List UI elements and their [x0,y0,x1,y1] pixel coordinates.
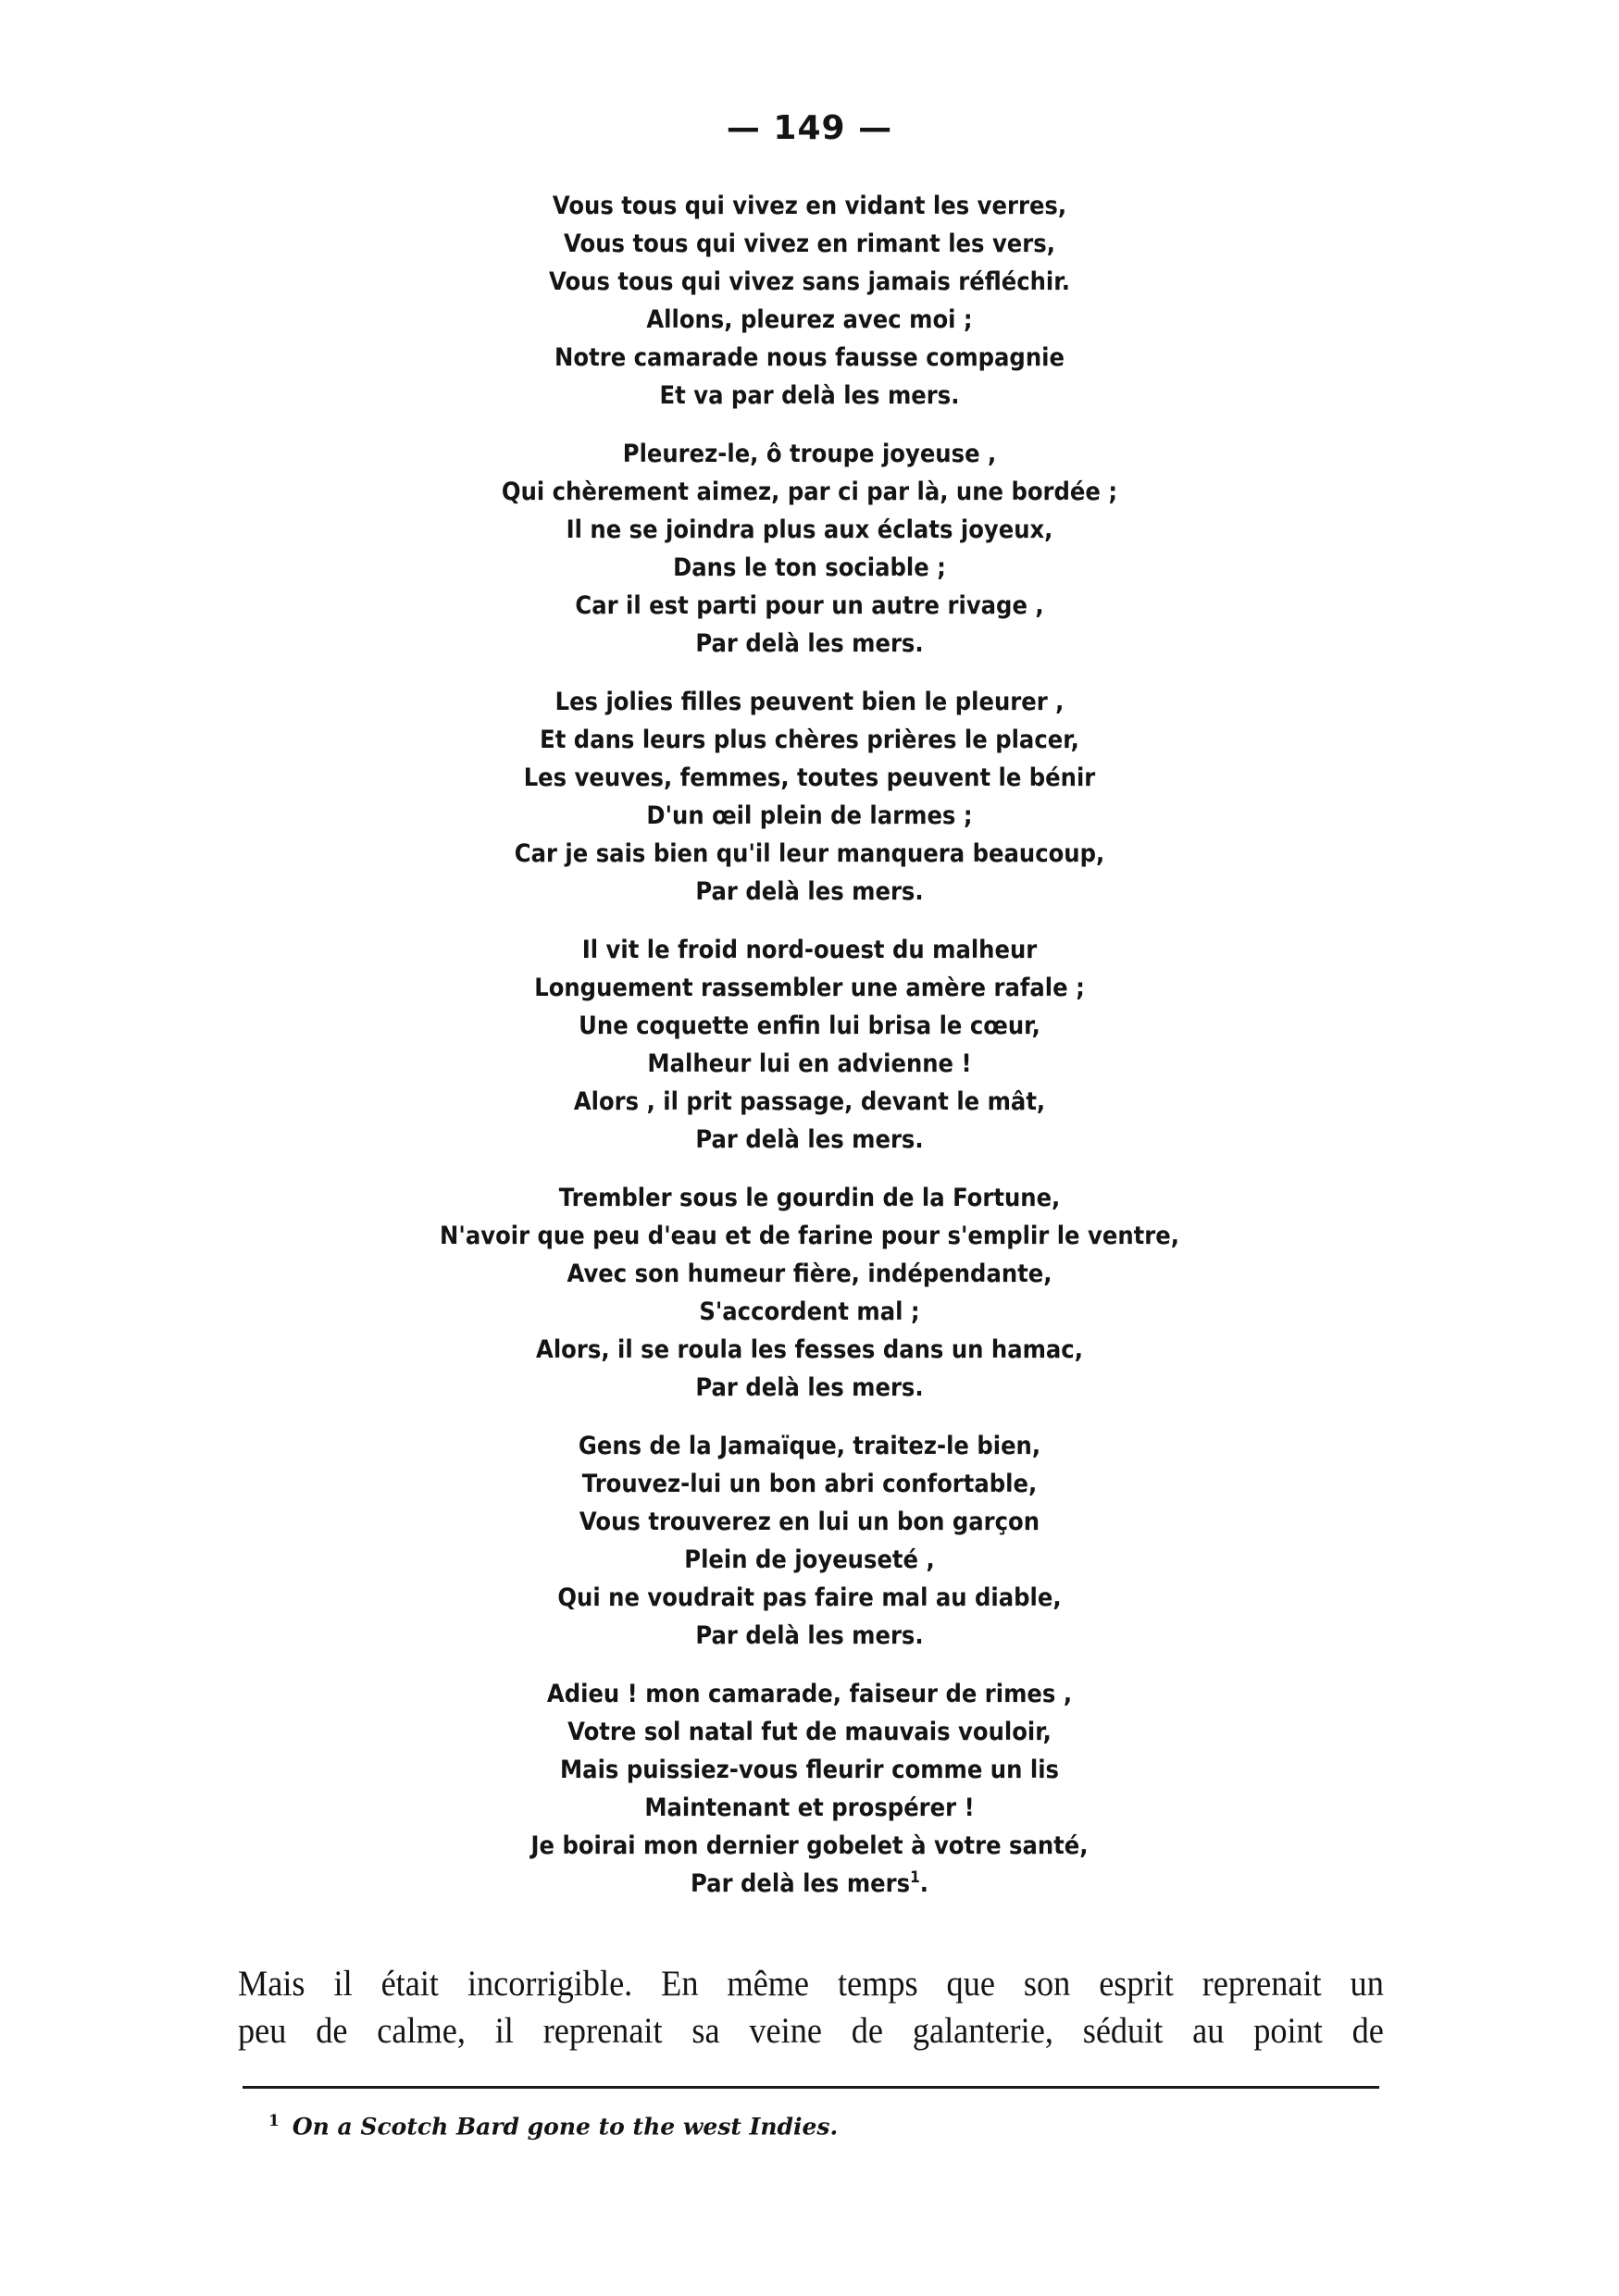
verse-line: Plein de joyeuseté , [684,1545,935,1574]
verse-line: Par delà les mers. [695,629,924,658]
stanza-3 [0,683,1619,911]
stanza-2 [0,435,1619,663]
verse-line-final-punct: . [919,1869,928,1898]
verse-line: Alors, il se roula les fesses dans un hamac, [536,1335,1083,1364]
verse-line: Car il est parti pour un autre rivage , [575,591,1044,620]
verse-line: Les jolies filles peuvent bien le pleurer , [554,688,1065,716]
verse-line-final-text: Par delà les mers [691,1869,911,1898]
stanza-7 [0,1675,1619,1903]
verse-line: Malheur lui en advienne ! [647,1049,972,1078]
verse-line: Dans le ton sociable ; [673,553,946,582]
verse-line: Mais puissiez-vous fleurir comme un lis [559,1756,1059,1784]
verse-line: Maintenant et prospérer ! [644,1793,975,1822]
verse-line: Qui chèrement aimez, par ci par là, une bordée ; [501,478,1118,506]
verse-line-final [81,1865,1538,1903]
verse-line: Gens de la Jamaïque, traitez-le bien, [578,1432,1041,1460]
verse-line: D'un œil plein de larmes ; [646,801,973,830]
stanza-6 [0,1427,1619,1655]
page-number: — 149 — [726,109,893,147]
verse-line: Vous tous qui vivez sans jamais réfléchir. [548,267,1071,296]
verse-line: Une coquette enfin lui brisa le cœur, [579,1011,1040,1040]
verse-line: Adieu ! mon camarade, faiseur de rimes , [546,1680,1073,1708]
prose-line: peu de calme, il reprenait sa veine de galanterie, séduit au point de [238,2011,1384,2051]
verse-line: Les veuves, femmes, toutes peuvent le bénir [523,763,1096,792]
stanza-5 [0,1179,1619,1407]
verse-line: Trouvez-lui un bon abri confortable, [581,1470,1038,1498]
verse-line: S'accordent mal ; [699,1297,920,1326]
verse-line: Par delà les mers. [695,1621,924,1650]
verse-line: Longuement rassembler une amère rafale ; [534,974,1085,1002]
footnote-reference[interactable]: 1 [910,1868,920,1887]
verse-line: Car je sais bien qu'il leur manquera beaucoup, [514,839,1105,868]
verse-line: N'avoir que peu d'eau et de farine pour s'emplir le ventre, [440,1222,1179,1250]
verse-line: Et dans leurs plus chères prières le placer, [540,726,1079,754]
verse-line: Qui ne voudrait pas faire mal au diable, [557,1583,1062,1612]
verse-line: Vous tous qui vivez en vidant les verres, [552,192,1067,220]
verse-line: Et va par delà les mers. [659,381,960,410]
verse-line: Votre sol natal fut de mauvais vouloir, [567,1718,1052,1746]
verse-line: Pleurez-le, ô troupe joyeuse , [622,440,997,468]
verse-line: Allons, pleurez avec moi ; [646,305,973,334]
footnote-divider [243,2086,1379,2089]
footnote [268,2105,838,2142]
prose-line: Mais il était incorrigible. En même temps que son esprit reprenait un [238,1964,1384,2004]
verse-line: Vous tous qui vivez en rimant les vers, [564,230,1055,258]
prose-paragraph [238,1960,1384,2054]
poem [0,187,1619,1923]
verse-line: Notre camarade nous fausse compagnie [554,343,1065,372]
verse-line: Alors , il prit passage, devant le mât, [573,1087,1046,1116]
verse-line: Il ne se joindra plus aux éclats joyeux, [566,515,1053,544]
verse-line: Vous trouverez en lui un bon garçon [579,1508,1040,1536]
verse-line: Je boirai mon dernier gobelet à votre santé, [530,1831,1089,1860]
verse-line: Il vit le froid nord-ouest du malheur [581,936,1038,964]
verse-line: Par delà les mers. [695,1125,924,1154]
verse-line: Par delà les mers. [695,877,924,906]
stanza-4 [0,931,1619,1159]
footnote-text: On a Scotch Bard gone to the west Indies. [292,2113,839,2141]
footnote-number: 1 [268,2112,280,2130]
verse-line: Avec son humeur fière, indépendante, [567,1260,1052,1288]
verse-line: Trembler sous le gourdin de la Fortune, [558,1184,1061,1212]
verse-line: Par delà les mers. [695,1373,924,1402]
stanza-1 [0,187,1619,415]
